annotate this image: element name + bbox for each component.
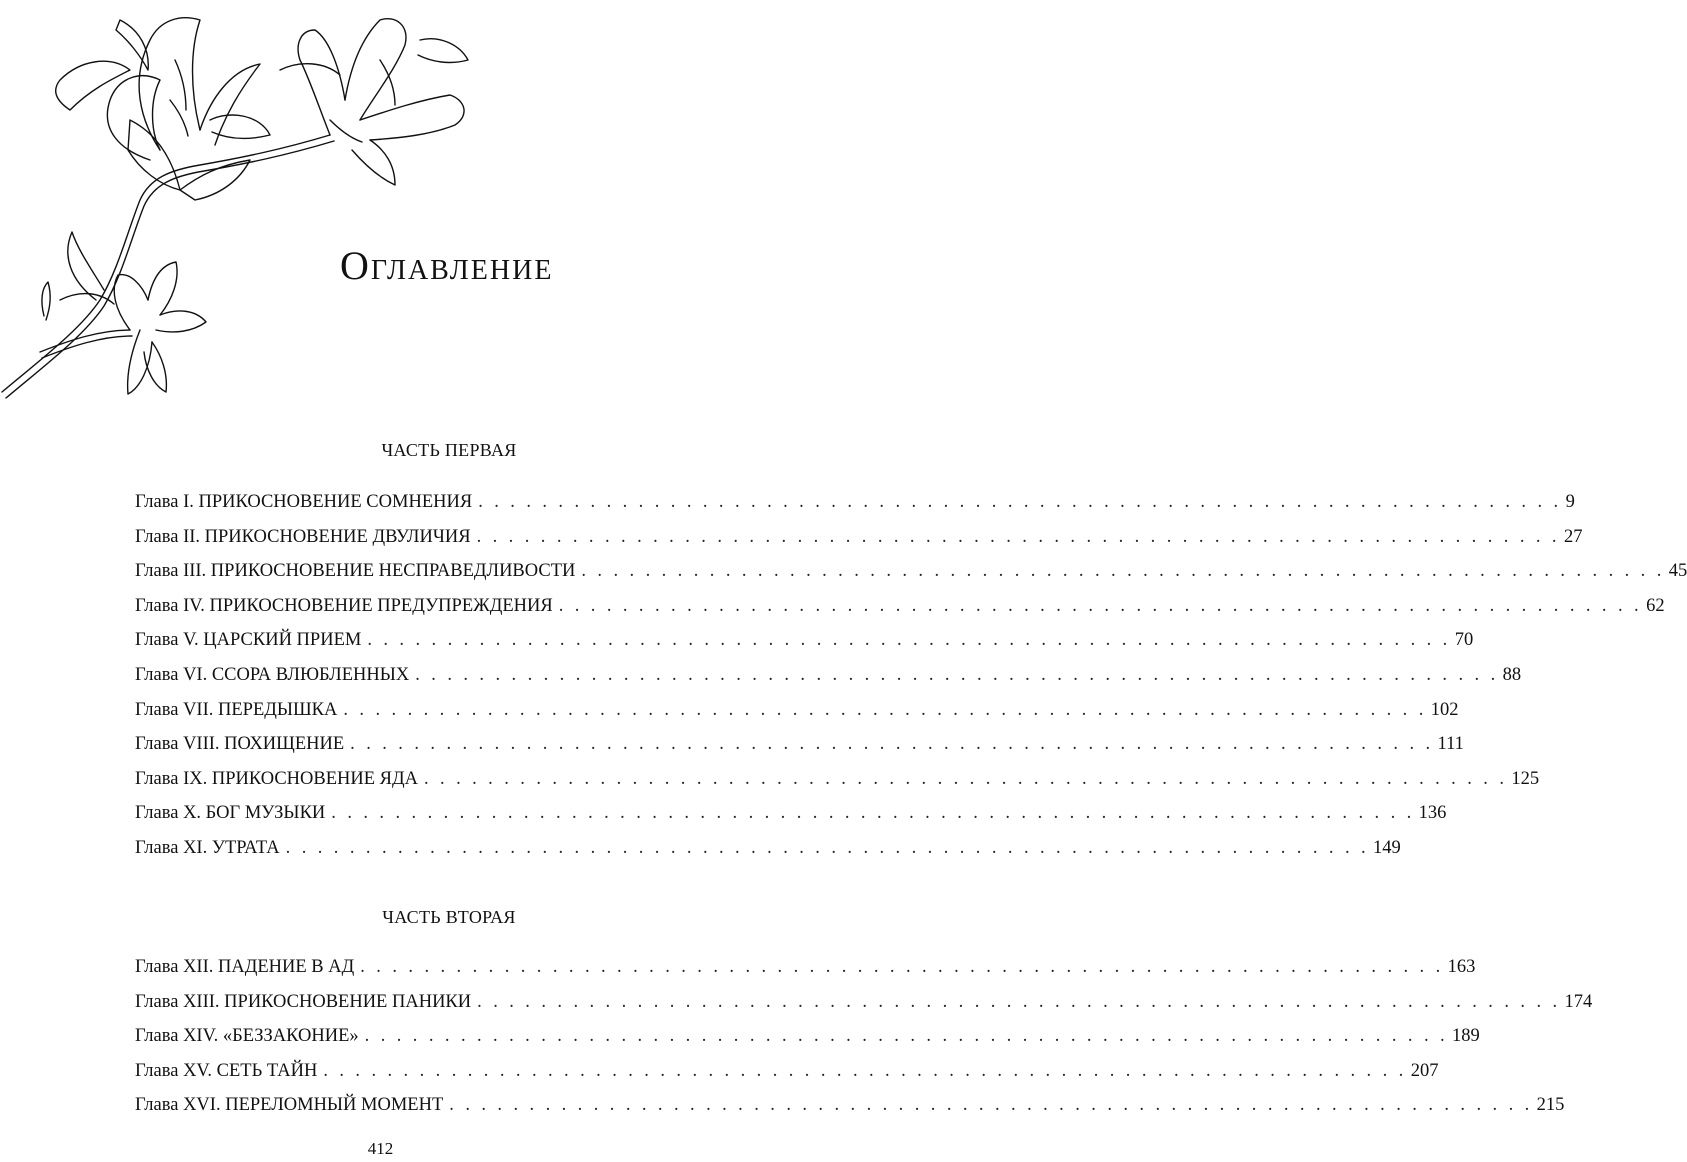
toc-entry[interactable] [135,798,1447,833]
chapter-title: Глава XIII. ПРИКОСНОВЕНИЕ ПАНИКИ [135,991,472,1012]
dot-leader [331,798,1414,828]
toc-entry[interactable] [135,833,1401,868]
dot-leader [424,764,1507,794]
page-ref: 136 [1418,803,1447,824]
toc-entry[interactable] [135,522,1583,557]
part-one-entries [135,487,1687,868]
page-number: 412 [367,1139,394,1158]
toc-entry[interactable] [135,660,1522,695]
page-ref: 215 [1536,1095,1565,1116]
part-one-heading: ЧАСТЬ ПЕРВАЯ [381,440,517,460]
page-ref: 45 [1668,561,1687,582]
chapter-title: Глава XII. ПАДЕНИЕ В АД [135,957,355,977]
toc-entry[interactable] [135,695,1459,730]
dot-leader [478,487,1561,517]
chapter-title: Глава II. ПРИКОСНОВЕНИЕ ДВУЛИЧИЯ [135,526,471,547]
dot-leader [343,695,1426,725]
chapter-title: Глава IX. ПРИКОСНОВЕНИЕ ЯДА [135,768,418,789]
dot-leader [323,1056,1406,1086]
page-ref: 27 [1563,526,1583,547]
dot-leader [415,660,1498,690]
toc-entry[interactable] [135,591,1665,626]
chapter-title: Глава X. БОГ МУЗЫКИ [135,803,326,824]
dot-leader [449,1090,1532,1120]
page-ref: 88 [1502,664,1522,685]
toc-entry[interactable] [135,625,1474,660]
toc-entry[interactable] [135,952,1476,987]
page-ref: 163 [1447,957,1476,977]
page-title: Оглавление [340,243,554,288]
dot-leader [477,522,1560,552]
chapter-title: Глава XV. СЕТЬ ТАЙН [135,1060,318,1081]
toc-entry[interactable] [135,1021,1480,1056]
dot-leader [286,833,1369,863]
part-two-heading: ЧАСТЬ ВТОРАЯ [382,907,516,927]
chapter-title: Глава I. ПРИКОСНОВЕНИЕ СОМНЕНИЯ [135,492,473,512]
page-ref: 9 [1565,492,1575,512]
dot-leader [581,556,1664,586]
page-ref: 189 [1452,1026,1480,1047]
toc-entry[interactable] [135,487,1575,522]
toc-entry[interactable] [135,764,1540,799]
page-ref: 207 [1410,1060,1439,1081]
iris-flower-illustration [0,0,480,420]
chapter-title: Глава VI. ССОРА ВЛЮБЛЕННЫХ [135,664,410,685]
chapter-title: Глава VIII. ПОХИЩЕНИЕ [135,734,345,755]
toc-entry[interactable] [135,556,1687,591]
toc-entry[interactable] [135,1056,1439,1091]
page-ref: 111 [1437,734,1464,755]
page-ref: 62 [1646,595,1665,616]
dot-leader [477,987,1560,1017]
dot-leader [350,729,1433,759]
page-ref: 174 [1564,991,1593,1012]
chapter-title: Глава V. ЦАРСКИЙ ПРИЕМ [135,630,362,651]
dot-leader [365,1021,1448,1051]
page-ref: 149 [1373,837,1401,858]
chapter-title: Глава VII. ПЕРЕДЫШКА [135,699,338,720]
page-ref: 125 [1511,768,1540,789]
chapter-title: Глава XI. УТРАТА [135,837,280,858]
page-ref: 70 [1454,630,1474,651]
chapter-title: Глава XVI. ПЕРЕЛОМНЫЙ МОМЕНТ [135,1095,444,1116]
toc-entry[interactable] [135,1090,1565,1125]
dot-leader [360,952,1443,982]
dot-leader [367,625,1450,655]
iris-flower-icon [2,18,468,398]
chapter-title: Глава XIV. «БЕЗЗАКОНИЕ» [135,1026,359,1047]
chapter-title: Глава IV. ПРИКОСНОВЕНИЕ ПРЕДУПРЕЖДЕНИЯ [135,595,553,616]
page-ref: 102 [1430,699,1459,720]
toc-entry[interactable] [135,729,1464,764]
dot-leader [559,591,1642,621]
part-two-entries [135,952,1593,1125]
toc-entry[interactable] [135,987,1593,1022]
chapter-title: Глава III. ПРИКОСНОВЕНИЕ НЕСПРАВЕДЛИВОСТИ [135,561,576,582]
